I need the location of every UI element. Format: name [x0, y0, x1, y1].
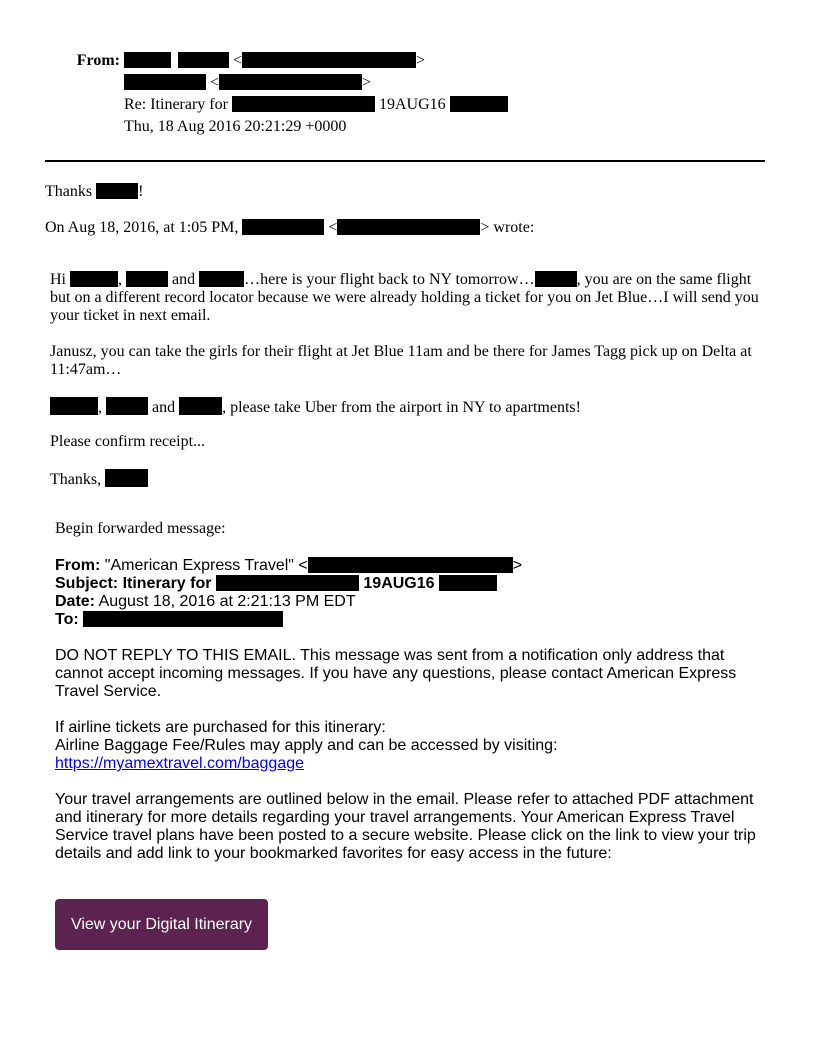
reply-thanks: Thanks !: [45, 183, 144, 200]
redaction: [106, 397, 148, 415]
redaction: [535, 271, 577, 287]
p1-text-b: , you are on the same flight: [576, 271, 752, 288]
redaction: [219, 74, 362, 90]
redaction: [308, 557, 513, 573]
notice-line: Travel Service.: [55, 683, 162, 700]
redaction: [124, 74, 206, 90]
baggage-line: If airline tickets are purchased for this itinerary:: [55, 719, 386, 736]
p3-text: , please take Uber from the airport in NY to apartments!: [222, 399, 581, 416]
redaction: [96, 183, 138, 199]
wrote-text: wrote:: [493, 219, 535, 236]
redaction: [242, 219, 324, 235]
reply-attribution: On Aug 18, 2016, at 1:05 PM, < > wrote:: [45, 219, 535, 236]
redaction: [216, 575, 359, 591]
redaction: [179, 397, 222, 415]
view-itinerary-button-label: View your Digital Itinerary: [70, 915, 253, 933]
baggage-paragraph: [55, 719, 770, 773]
notice-line: DO NOT REPLY TO THIS EMAIL. This message was sent from a notification only address that: [55, 647, 725, 664]
forward-intro: Begin forwarded message:: [55, 520, 226, 537]
forward-date-row: [55, 593, 770, 611]
baggage-line: Airline Baggage Fee/Rules may apply and can be accessed by visiting:: [55, 737, 558, 754]
subject-prefix: Re: Itinerary for: [124, 96, 228, 113]
notice-paragraph: [55, 647, 770, 701]
p1-line-3: your ticket in next email.: [50, 307, 211, 324]
arrangements-line: and itinerary for more details regarding your travel arrangements. Your American Express Travel: [55, 809, 735, 826]
arrangements-line: Service travel plans have been posted to a secure website. Please click on the link to view your trip: [55, 827, 756, 844]
redaction: [242, 52, 416, 68]
thanks-text: Thanks: [45, 183, 93, 200]
redaction: [83, 611, 283, 627]
redaction: [124, 52, 171, 68]
forward-to-row: [55, 611, 770, 629]
redaction: [199, 271, 244, 287]
forward-to-label: To:: [55, 611, 79, 628]
date-value: Thu, 18 Aug 2016 20:21:29 +0000: [124, 118, 347, 135]
from-value: < >: [124, 52, 425, 70]
view-itinerary-button[interactable]: [55, 899, 268, 950]
to-value: < >: [124, 74, 371, 92]
redaction: [178, 52, 229, 68]
forward-subject-suffix: 19AUG16: [363, 575, 435, 592]
p2-line-2: 11:47am…: [50, 361, 122, 378]
notice-line: cannot accept incoming messages. If you have any questions, please contact American Express: [55, 665, 737, 682]
message-paragraph-3: , and , please take Uber from the airport in NY to apartments!: [50, 397, 581, 417]
subject-suffix: 19AUG16: [378, 96, 446, 113]
arrangements-line: details and add link to your bookmarked favorites for easy access in the future:: [55, 845, 612, 862]
subject-value: [124, 96, 508, 114]
greeting: Hi: [50, 271, 66, 288]
forward-date-value: August 18, 2016 at 2:21:13 PM EDT: [98, 593, 356, 610]
redaction: [232, 96, 375, 112]
conjunction: and: [172, 271, 196, 288]
forward-date-label: Date:: [55, 593, 96, 610]
forward-from-label: From:: [55, 557, 101, 574]
redaction: [105, 469, 148, 487]
forward-subject-row: [55, 575, 770, 593]
forwarded-message: [55, 520, 770, 863]
redaction: [439, 575, 497, 591]
signoff-text: Thanks,: [50, 471, 102, 488]
forward-from-name: "American Express Travel" <: [104, 557, 308, 574]
p2-line-1: Janusz, you can take the girls for their flight at Jet Blue 11am and be there for James Tagg pick up on Delta at: [50, 343, 752, 360]
redaction: [337, 219, 480, 235]
message-paragraph-1: Hi , and …here is your flight back to NY tomorrow… , you are on the same flight but on a different record locator because we were already holding a ticket for you on Jet Blue…I will send you your ticket in next email.: [50, 271, 765, 325]
arrangements-paragraph: [55, 791, 770, 863]
p1-line-2: but on a different record locator because we were already holding a ticket for you on Jet Blue…I will send you: [50, 289, 759, 306]
forward-subject-label: Subject: Itinerary for: [55, 575, 212, 592]
message-paragraph-2: [50, 343, 765, 379]
message-signoff: [50, 469, 148, 489]
arrangements-line: Your travel arrangements are outlined below in the email. Please refer to attached PDF attachment: [55, 791, 754, 808]
conjunction: and: [152, 399, 176, 416]
redaction: [70, 271, 118, 287]
redaction: [50, 397, 98, 415]
message-paragraph-4: Please confirm receipt...: [50, 433, 206, 450]
p1-text-a: …here is your flight back to NY tomorrow…: [244, 271, 535, 288]
baggage-link[interactable]: https://myamextravel.com/baggage: [55, 755, 305, 772]
forward-from-row: From: "American Express Travel" < >: [55, 557, 523, 574]
from-label: From:: [76, 52, 120, 69]
redaction: [126, 271, 168, 287]
attribution-text: On Aug 18, 2016, at 1:05 PM,: [45, 219, 239, 236]
redaction: [450, 96, 508, 112]
header-divider: [45, 160, 765, 162]
